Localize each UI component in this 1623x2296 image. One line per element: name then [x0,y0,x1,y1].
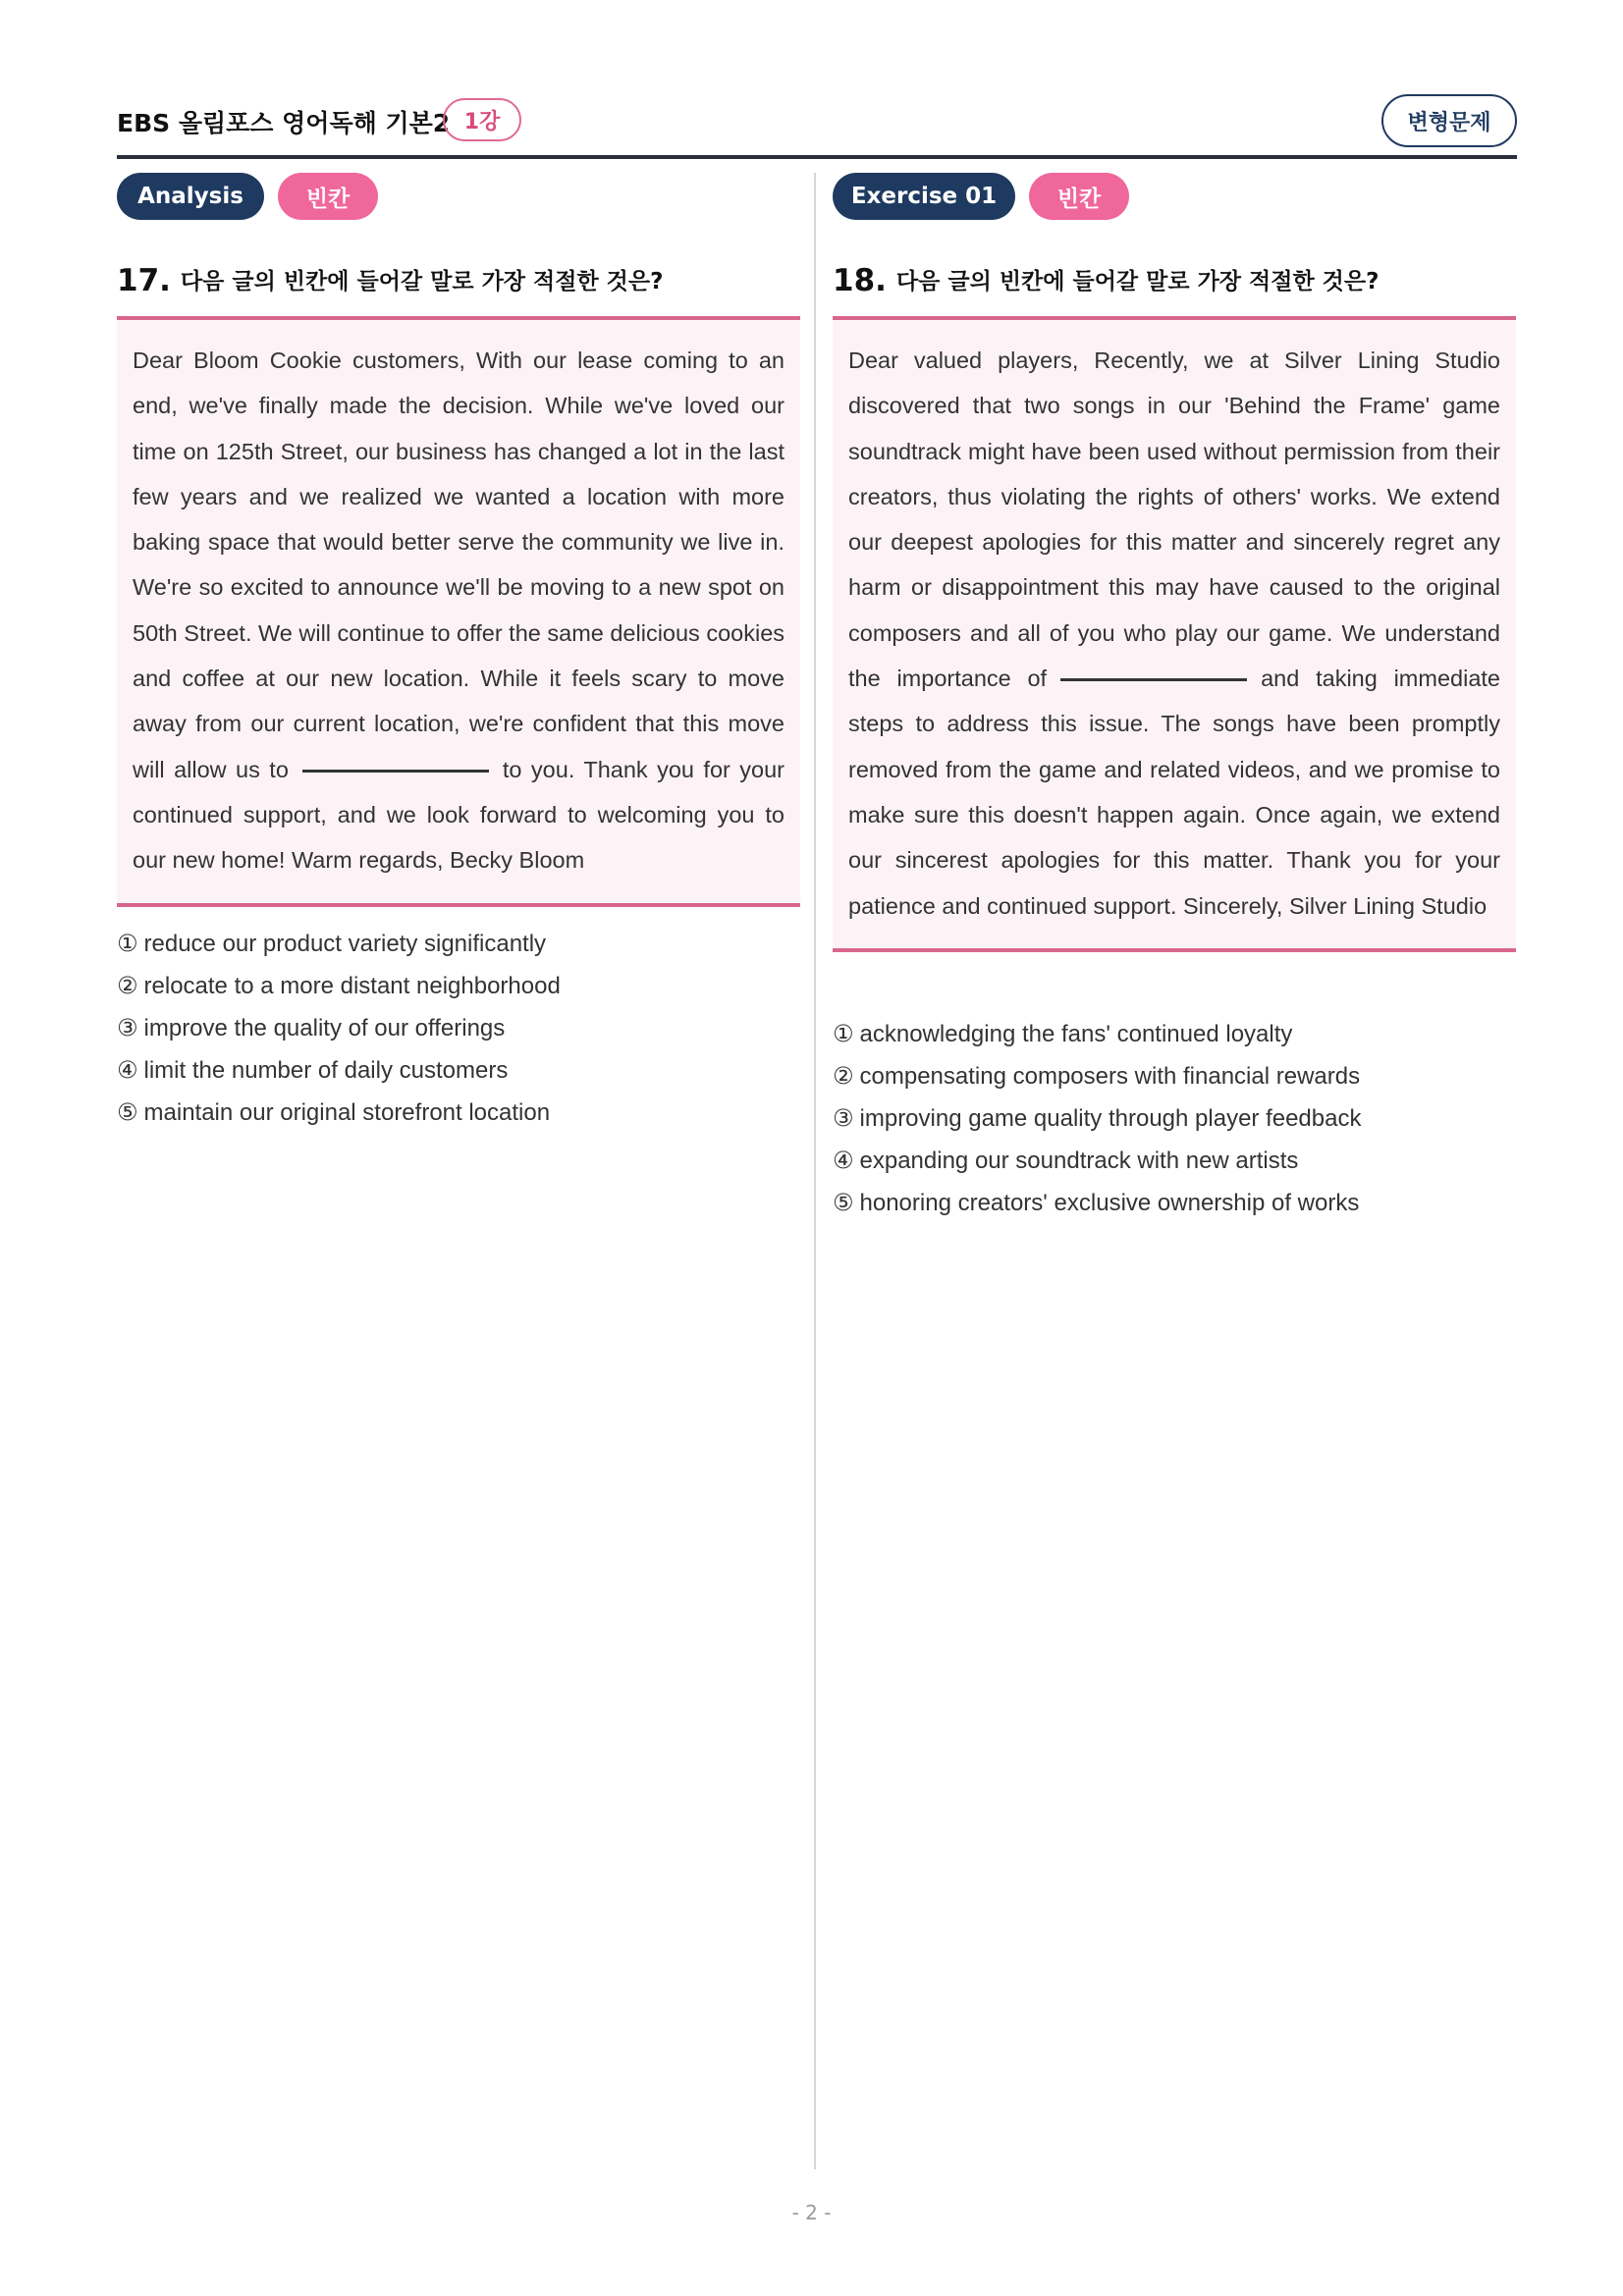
choice-1[interactable] [117,923,800,965]
answer-choices [833,1013,1516,1224]
question-number: 18. [833,263,887,298]
exercise-tag: Exercise 01 [833,173,1015,220]
choice-text: relocate to a more distant neighborhood [143,973,561,999]
question-title [117,263,663,298]
choice-5[interactable] [833,1182,1516,1224]
choice-text: compensating composers with financial rewards [859,1063,1361,1090]
choice-text: honoring creators' exclusive ownership of works [859,1190,1360,1216]
choice-1[interactable] [833,1013,1516,1055]
choice-text: reduce our product variety significantly [143,931,547,957]
question-18-column [833,173,1516,1216]
blank-tag: 빈칸 [1029,173,1129,220]
choice-number: ④ [833,1148,854,1174]
choice-text: limit the number of daily customers [143,1057,509,1084]
choice-text: expanding our soundtrack with new artists [859,1148,1299,1174]
choice-number: ① [117,931,138,957]
choice-2[interactable] [117,965,800,1007]
choice-text: acknowledging the fans' continued loyalty [859,1021,1293,1047]
passage-box [833,316,1516,952]
choice-3[interactable] [117,1007,800,1049]
answer-choices [117,923,800,1134]
question-number: 17. [117,263,171,298]
header-rule [117,155,1517,159]
choice-number: ① [833,1021,854,1047]
choice-2[interactable] [833,1055,1516,1097]
choice-text: improve the quality of our offerings [143,1015,506,1041]
question-prompt: 다음 글의 빈칸에 들어갈 말로 가장 적절한 것은? [180,269,664,294]
question-tags [833,173,1516,222]
passage-box [117,316,800,907]
variant-badge: 변형문제 [1381,94,1517,147]
book-title: EBS 올림포스 영어독해 기본2 [117,109,451,137]
choice-number: ③ [117,1015,138,1041]
passage-text-before: Dear Bloom Cookie customers, With our lease coming to an end, we've finally made the decision. While we've loved our time on 125th Street, our business has changed a lot in the last few years and we realized we wanted a location with more baking space that would better serve the community we live in. We're so excited to announce we'll be moving to a new spot on 50th Street. We will continue to offer the same delicious cookies and coffee at our new location. While it feels scary to move away from our current location, we're confident that this move will allow us to [133,347,785,782]
choice-4[interactable] [117,1049,800,1092]
question-prompt: 다음 글의 빈칸에 들어갈 말로 가장 적절한 것은? [895,269,1380,294]
choice-5[interactable] [117,1092,800,1134]
column-divider [814,173,816,2169]
blank-line [1060,678,1247,681]
question-tags [117,173,800,222]
page-header [117,94,1517,155]
choice-number: ③ [833,1105,854,1132]
blank-line [302,770,489,773]
passage-text-after: and taking immediate steps to address this issue. The songs have been promptly removed from the game and related videos, and we promise to make sure this doesn't happen again. Once again, we extend our sincerest apologies for this matter. Thank you for your patience and continued support. Sincerely, Silver Lining Studio [848,666,1500,919]
choice-4[interactable] [833,1140,1516,1182]
question-17-column [117,173,800,1126]
choice-number: ⑤ [833,1190,854,1216]
choice-3[interactable] [833,1097,1516,1140]
passage-text-after: to you. Thank you for your continued support, and we look forward to welcoming you to our new home! Warm regards, Becky Bloom [133,756,784,874]
choice-number: ② [117,973,138,999]
choice-number: ② [833,1063,854,1090]
choice-text: maintain our original storefront location [143,1099,551,1126]
choice-number: ④ [117,1057,138,1084]
blank-tag: 빈칸 [278,173,378,220]
lesson-badge: 1강 [443,98,521,141]
page-number: - 2 - [791,2201,832,2224]
passage-text-before: Dear valued players, Recently, we at Silver Lining Studio discovered that two songs in our 'Behind the Frame' game soundtrack might have been used without permission from their creators, thus violating the rights of others' works. We extend our deepest apologies for this matter and sincerely regret any harm or disappointment this may have caused to the original composers and all of you who play our game. We understand the importance of [848,347,1500,692]
choice-number: ⑤ [117,1099,138,1126]
question-title [833,263,1379,298]
analysis-tag: Analysis [117,173,264,220]
choice-text: improving game quality through player feedback [859,1105,1362,1132]
